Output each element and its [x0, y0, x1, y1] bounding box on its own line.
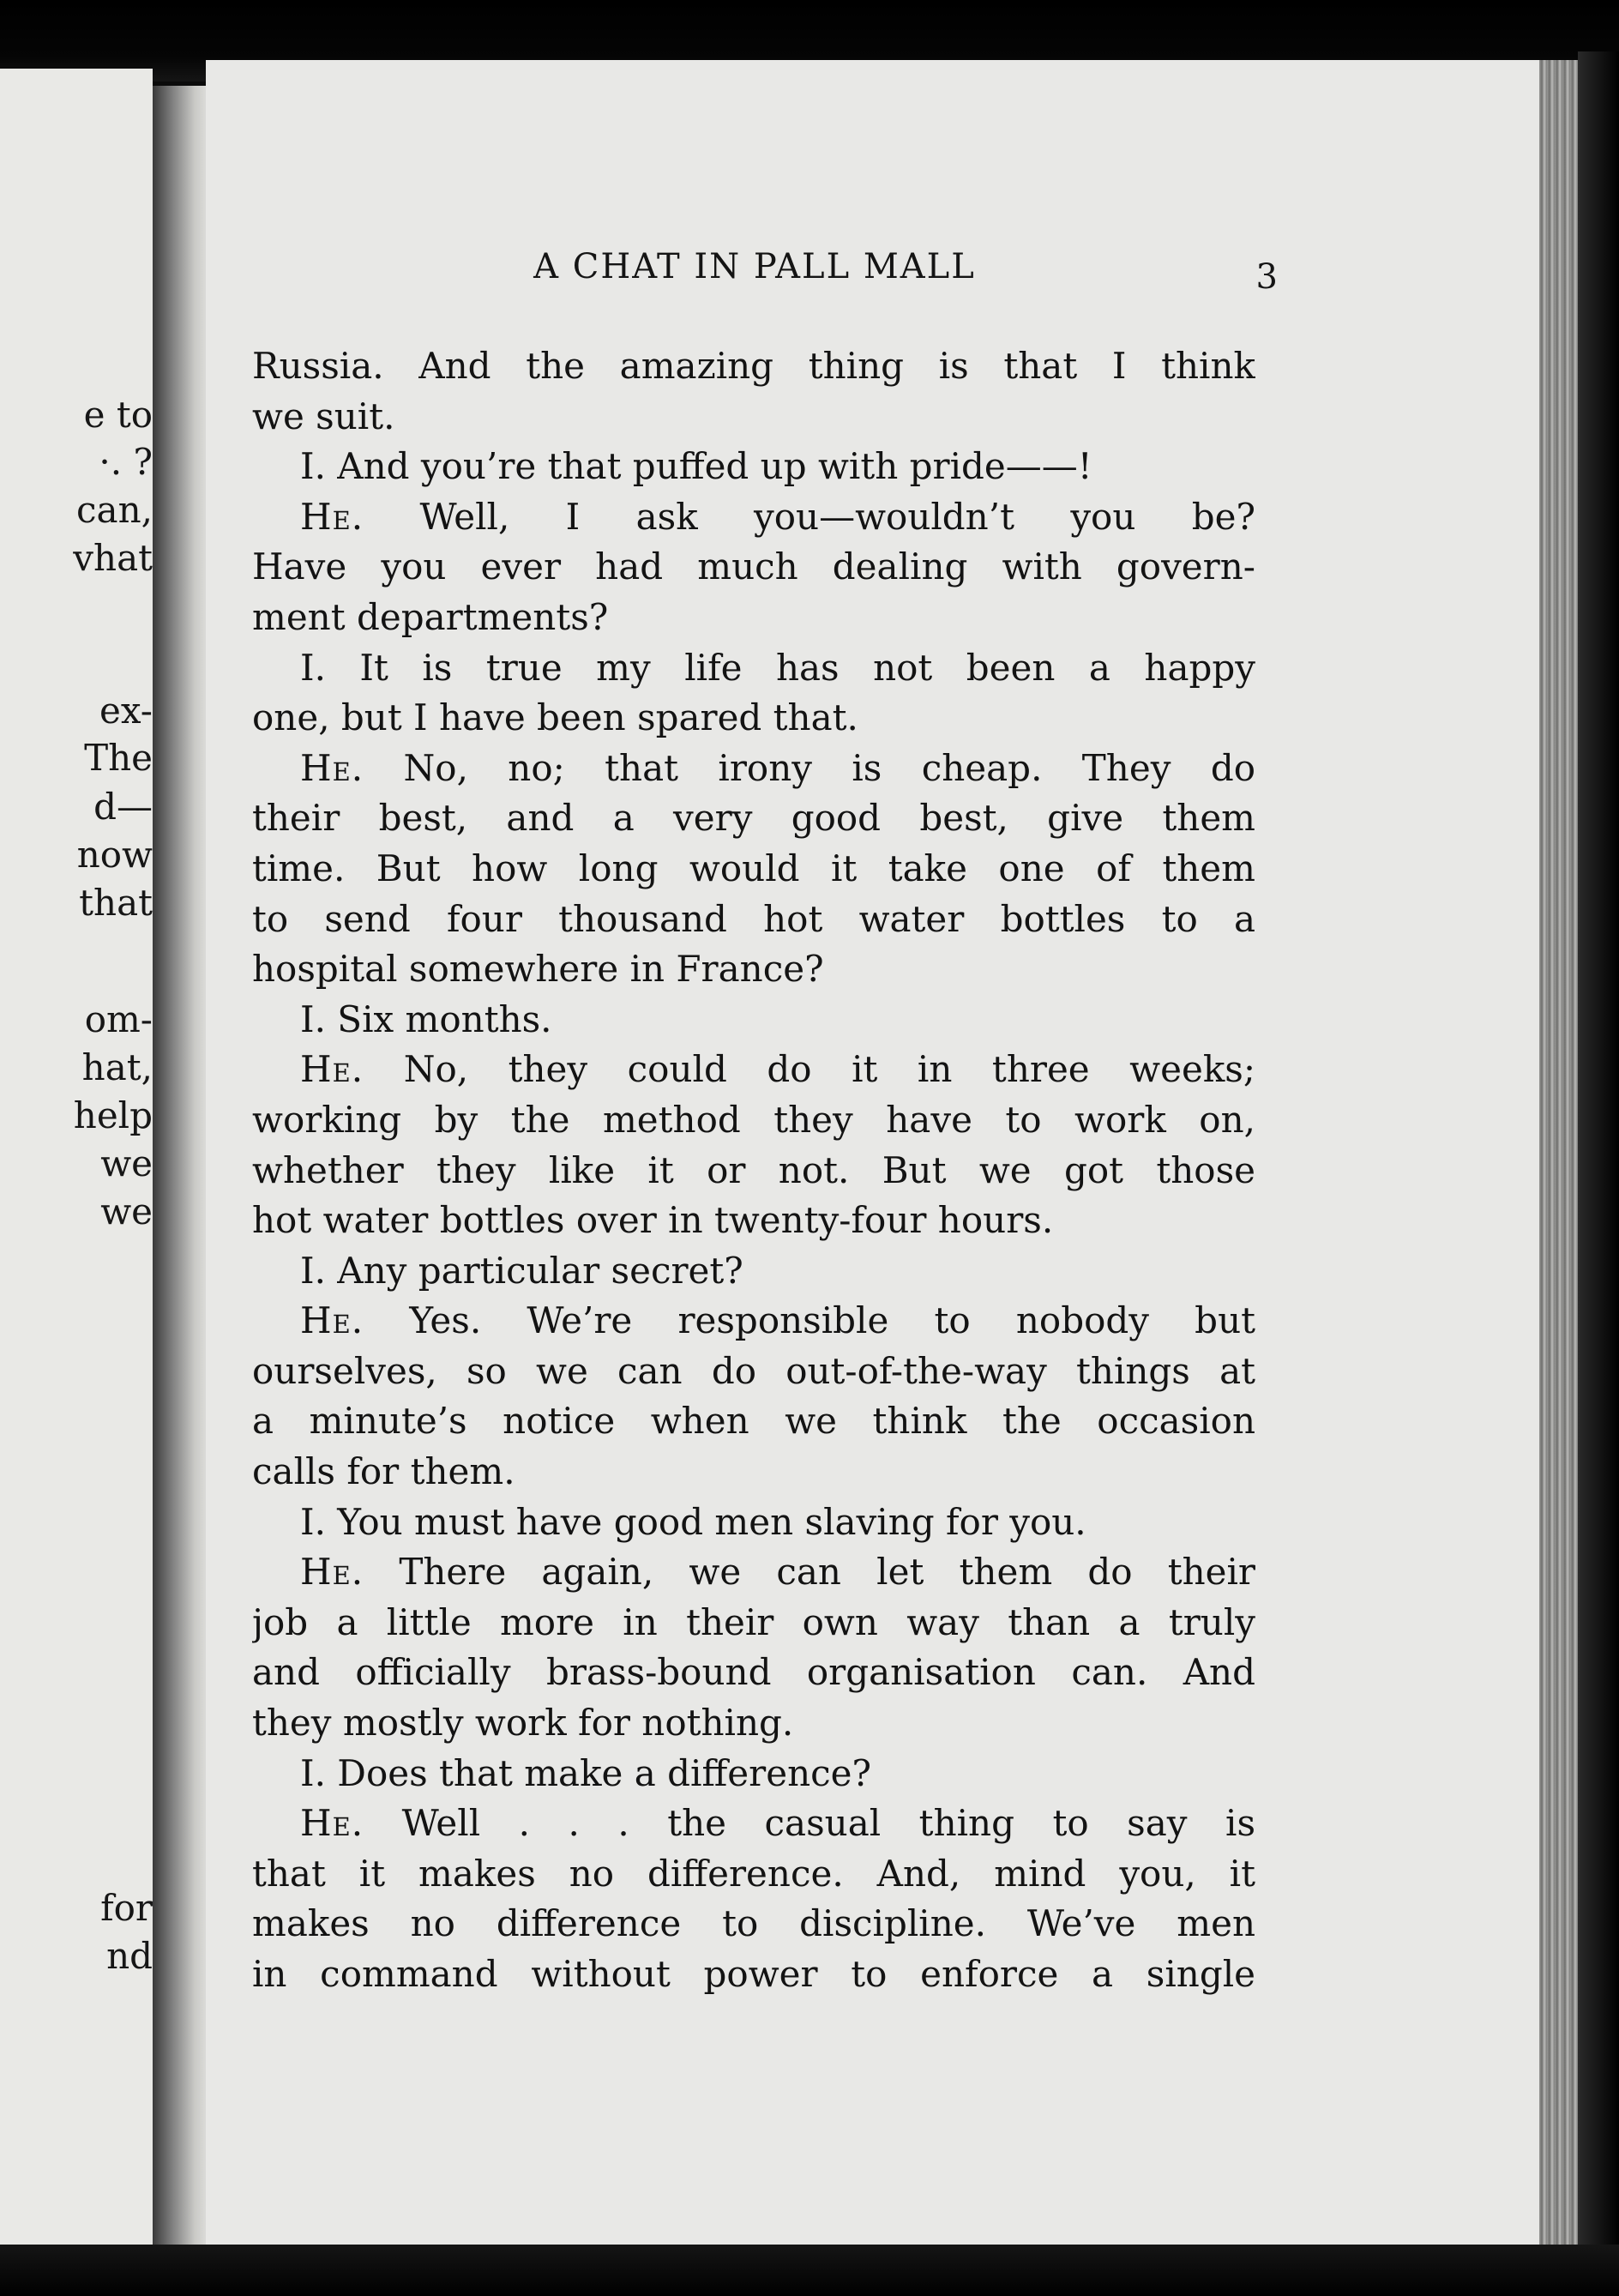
left-page-line: we — [100, 1190, 153, 1232]
text-line — [252, 1698, 1255, 1749]
left-page-line: now — [76, 834, 153, 876]
line-text: their best, and a very good best, give them — [252, 797, 1255, 840]
line-text: I. Any particular secret? — [300, 1249, 743, 1292]
text-line — [252, 844, 1255, 895]
left-page-line: ·. ? — [99, 441, 153, 483]
left-page-line: can, — [76, 489, 153, 531]
line-text: I. And you’re that puffed up with pride——! — [300, 445, 1092, 488]
text-line — [252, 392, 1255, 443]
text-line — [252, 1045, 1255, 1095]
text-line — [252, 793, 1255, 844]
text-line — [252, 995, 1255, 1046]
text-line — [252, 1648, 1255, 1698]
line-text: Well . . . the casual thing to say is — [364, 1802, 1255, 1845]
line-text: to send four thousand hot water bottles to a — [252, 897, 1255, 940]
left-page-line: we — [100, 1142, 153, 1184]
line-text: hospital somewhere in France? — [252, 948, 824, 991]
line-text: hot water bottles over in twenty-four hours. — [252, 1199, 1054, 1242]
line-text: in command without power to enforce a single — [252, 1953, 1255, 1995]
left-page-line: om- — [84, 998, 153, 1040]
line-text: time. But how long would it take one of them — [252, 847, 1255, 889]
left-page-line: The — [84, 737, 153, 779]
text-line — [252, 1196, 1255, 1246]
page-number: 3 — [1255, 257, 1278, 297]
line-text: No, they could do it in three weeks; — [364, 1048, 1255, 1091]
line-text: Well, I ask you—wouldn’t you be? — [364, 495, 1255, 538]
line-text: There again, we can let them do their — [364, 1551, 1255, 1594]
scan-bottom-shadow — [0, 2245, 1619, 2296]
line-text: that it makes no difference. And, mind you, it — [252, 1852, 1255, 1895]
text-line — [252, 1095, 1255, 1146]
page-edge — [1539, 60, 1578, 2290]
running-head: A CHAT IN PALL MALL — [533, 247, 976, 286]
text-line — [252, 1598, 1255, 1648]
line-text: and officially brass-bound organisation can. And — [252, 1651, 1255, 1694]
left-page-line: help — [73, 1094, 153, 1136]
text-line — [252, 341, 1255, 392]
line-text: Yes. We’re responsible to nobody but — [364, 1299, 1255, 1342]
left-page-line: hat, — [81, 1046, 153, 1088]
left-page-line: ex- — [99, 690, 153, 732]
line-text: we suit. — [252, 395, 395, 437]
line-text: I. It is true my life has not been a happy — [300, 646, 1255, 689]
text-line — [252, 1347, 1255, 1397]
speaker-label: He. — [300, 1048, 364, 1091]
book-gutter — [153, 86, 213, 2281]
line-text: Have you ever had much dealing with govern- — [252, 545, 1255, 588]
text-line — [252, 1949, 1255, 2000]
left-page-line: nd — [106, 1935, 153, 1977]
line-text: working by the method they have to work on, — [252, 1098, 1255, 1141]
text-line — [252, 1899, 1255, 1949]
left-page-line: e to — [83, 394, 153, 436]
speaker-label: He. — [300, 1551, 364, 1594]
left-page-line: that — [79, 882, 153, 924]
speaker-label: He. — [300, 495, 364, 538]
text-line — [252, 1146, 1255, 1196]
line-text: calls for them. — [252, 1450, 515, 1493]
speaker-label: He. — [300, 1802, 364, 1845]
text-line — [252, 1498, 1255, 1548]
text-line — [252, 1246, 1255, 1297]
body-text — [252, 341, 1255, 2000]
text-line — [252, 593, 1255, 643]
line-text: I. Does that make a difference? — [300, 1751, 872, 1794]
line-text: No, no; that irony is cheap. They do — [364, 746, 1255, 789]
text-line — [252, 693, 1255, 744]
text-line — [252, 944, 1255, 995]
text-line — [252, 1749, 1255, 1799]
text-line — [252, 1296, 1255, 1347]
text-line — [252, 492, 1255, 543]
speaker-label: He. — [300, 746, 364, 789]
scan-right-shadow — [1578, 51, 1619, 2296]
text-line — [252, 744, 1255, 794]
text-line — [252, 643, 1255, 694]
line-text: I. You must have good men slaving for you. — [300, 1500, 1086, 1543]
text-line — [252, 895, 1255, 945]
text-line — [252, 1849, 1255, 1900]
text-line — [252, 1547, 1255, 1598]
line-text: I. Six months. — [300, 997, 552, 1040]
line-text: whether they like it or not. But we got those — [252, 1148, 1255, 1191]
text-line — [252, 542, 1255, 593]
text-line — [252, 1799, 1255, 1849]
left-page-line: d— — [93, 786, 153, 828]
line-text: ourselves, so we can do out-of-the-way things at — [252, 1349, 1255, 1392]
left-page-fragment — [0, 69, 153, 2281]
line-text: Russia. And the amazing thing is that I think — [252, 345, 1255, 387]
line-text: one, but I have been spared that. — [252, 696, 858, 739]
line-text: a minute’s notice when we think the occasion — [252, 1400, 1255, 1443]
left-page-line: for — [100, 1887, 153, 1929]
text-line — [252, 1396, 1255, 1447]
left-page-line: vhat — [73, 537, 153, 579]
line-text: makes no difference to discipline. We’ve men — [252, 1902, 1255, 1945]
line-text: they mostly work for nothing. — [252, 1702, 794, 1745]
text-line — [252, 442, 1255, 492]
line-text: ment departments? — [252, 595, 609, 638]
speaker-label: He. — [300, 1299, 364, 1342]
text-line — [252, 1447, 1255, 1498]
line-text: job a little more in their own way than a truly — [252, 1600, 1255, 1643]
